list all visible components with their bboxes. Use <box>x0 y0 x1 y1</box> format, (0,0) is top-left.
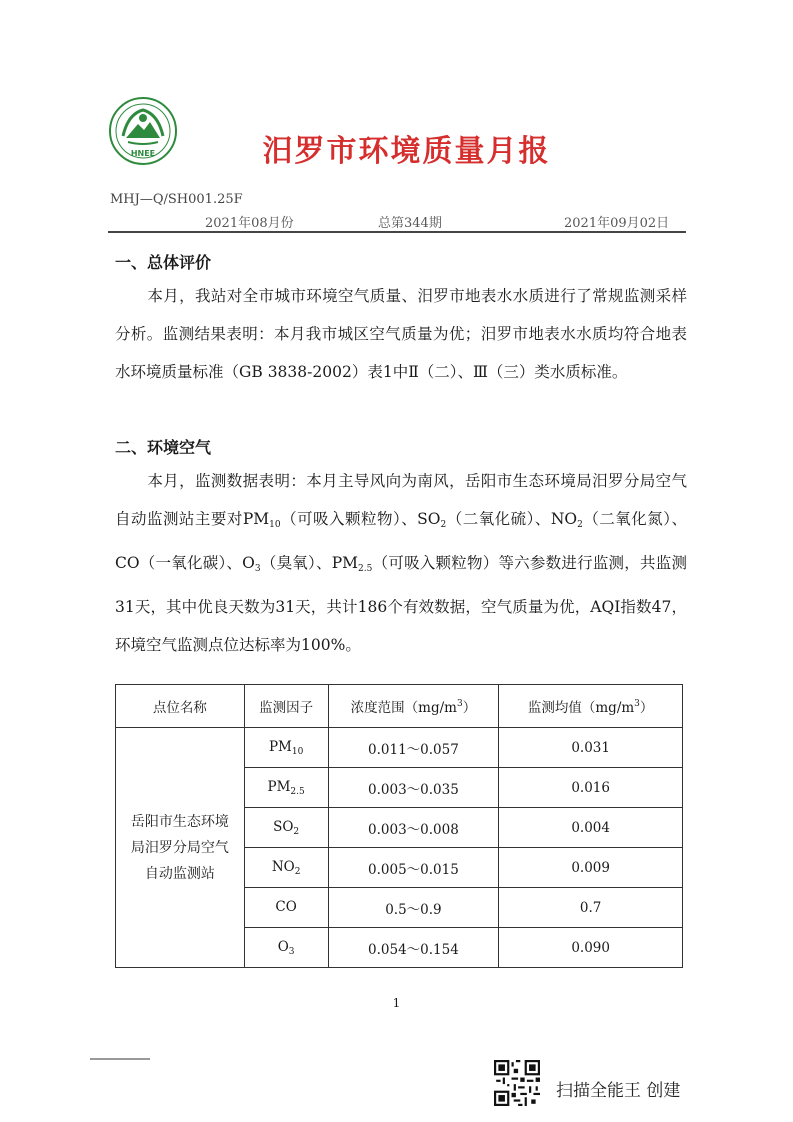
factor-cell: $O_3$ <box>244 928 328 968</box>
range-cell: 0.5～0.9 <box>328 888 499 928</box>
col-header-mean: 监测均值$(mg/m^3)$ <box>499 685 683 728</box>
factor-cell: CO <box>244 888 328 928</box>
mean-cell: 0.090 <box>499 928 683 968</box>
factor-cell: $PM_{10}$ <box>244 728 328 768</box>
table-header-row <box>116 685 683 728</box>
scan-edge-mark <box>90 1058 150 1060</box>
logo-text: HNEE <box>130 149 156 158</box>
range-cell: 0.054～0.154 <box>328 928 499 968</box>
range-cell: 0.003～0.008 <box>328 808 499 848</box>
range-cell: 0.011～0.057 <box>328 728 499 768</box>
col-header-range: 浓度范围$(mg/m^3)$ <box>328 685 499 728</box>
report-title: 汨罗市环境质量月报 <box>262 134 551 169</box>
range-cell: 0.005～0.015 <box>328 848 499 888</box>
factor-cell: $SO_2$ <box>244 808 328 848</box>
section-2-body: 本月，监测数据表明：本月主导风向为南风，岳阳市生态环境局汨罗分局空气自动监测站主要对$PM_{10}$（可吸入颗粒物）、$SO_2$（二氧化硫）、$NO_2$（二氧化氮）、CO（一氧化碳）、$O_3$（臭氧）、$PM_{2.5}$（可吸入颗粒物）等六参数进行监测，共监测31天，其中优良天数为31天，共计186个有效数据，空气质量为优，AQI指数47，环境空气监测点位达标率为100%。 <box>115 472 687 654</box>
site-name-cell: 岳阳市生态环境 局汨罗分局空气 自动监测站 <box>116 728 245 968</box>
col-header-site: 点位名称 <box>116 685 245 728</box>
mean-cell: 0.031 <box>499 728 683 768</box>
mean-cell: 0.009 <box>499 848 683 888</box>
doc-number: MHJ—Q/SH001.25F <box>110 192 243 207</box>
header-divider <box>108 231 686 233</box>
section-1-body <box>115 277 687 391</box>
table-row <box>116 728 683 768</box>
factor-cell: $NO_2$ <box>244 848 328 888</box>
mean-cell: 0.016 <box>499 768 683 808</box>
factor-cell: $PM_{2.5}$ <box>244 768 328 808</box>
air-quality-table <box>115 684 683 968</box>
scanner-watermark: 扫描全能王 创建 <box>556 1081 681 1101</box>
col-header-factor: 监测因子 <box>244 685 328 728</box>
section-2-heading: 二、环境空气 <box>115 438 212 457</box>
page-number: 1 <box>392 996 401 1010</box>
mean-cell: 0.7 <box>499 888 683 928</box>
qr-code-icon <box>494 1060 540 1106</box>
range-cell: 0.003～0.035 <box>328 768 499 808</box>
section-1-text: 本月，我站对全市城市环境空气质量、汨罗市地表水水质进行了常规监测采样分析。监测结果表明：本月我市城区空气质量为优；汨罗市地表水水质均符合地表水环境质量标准（GB 3838-2002）表1中Ⅱ（二）、Ⅲ（三）类水质标准。 <box>115 287 687 381</box>
issue-date: 2021年09月02日 <box>564 216 670 231</box>
report-month: 2021年08月份 <box>205 216 294 231</box>
issue-number: 总第344期 <box>378 216 442 231</box>
section-1-heading: 一、总体评价 <box>115 253 212 272</box>
mean-cell: 0.004 <box>499 808 683 848</box>
